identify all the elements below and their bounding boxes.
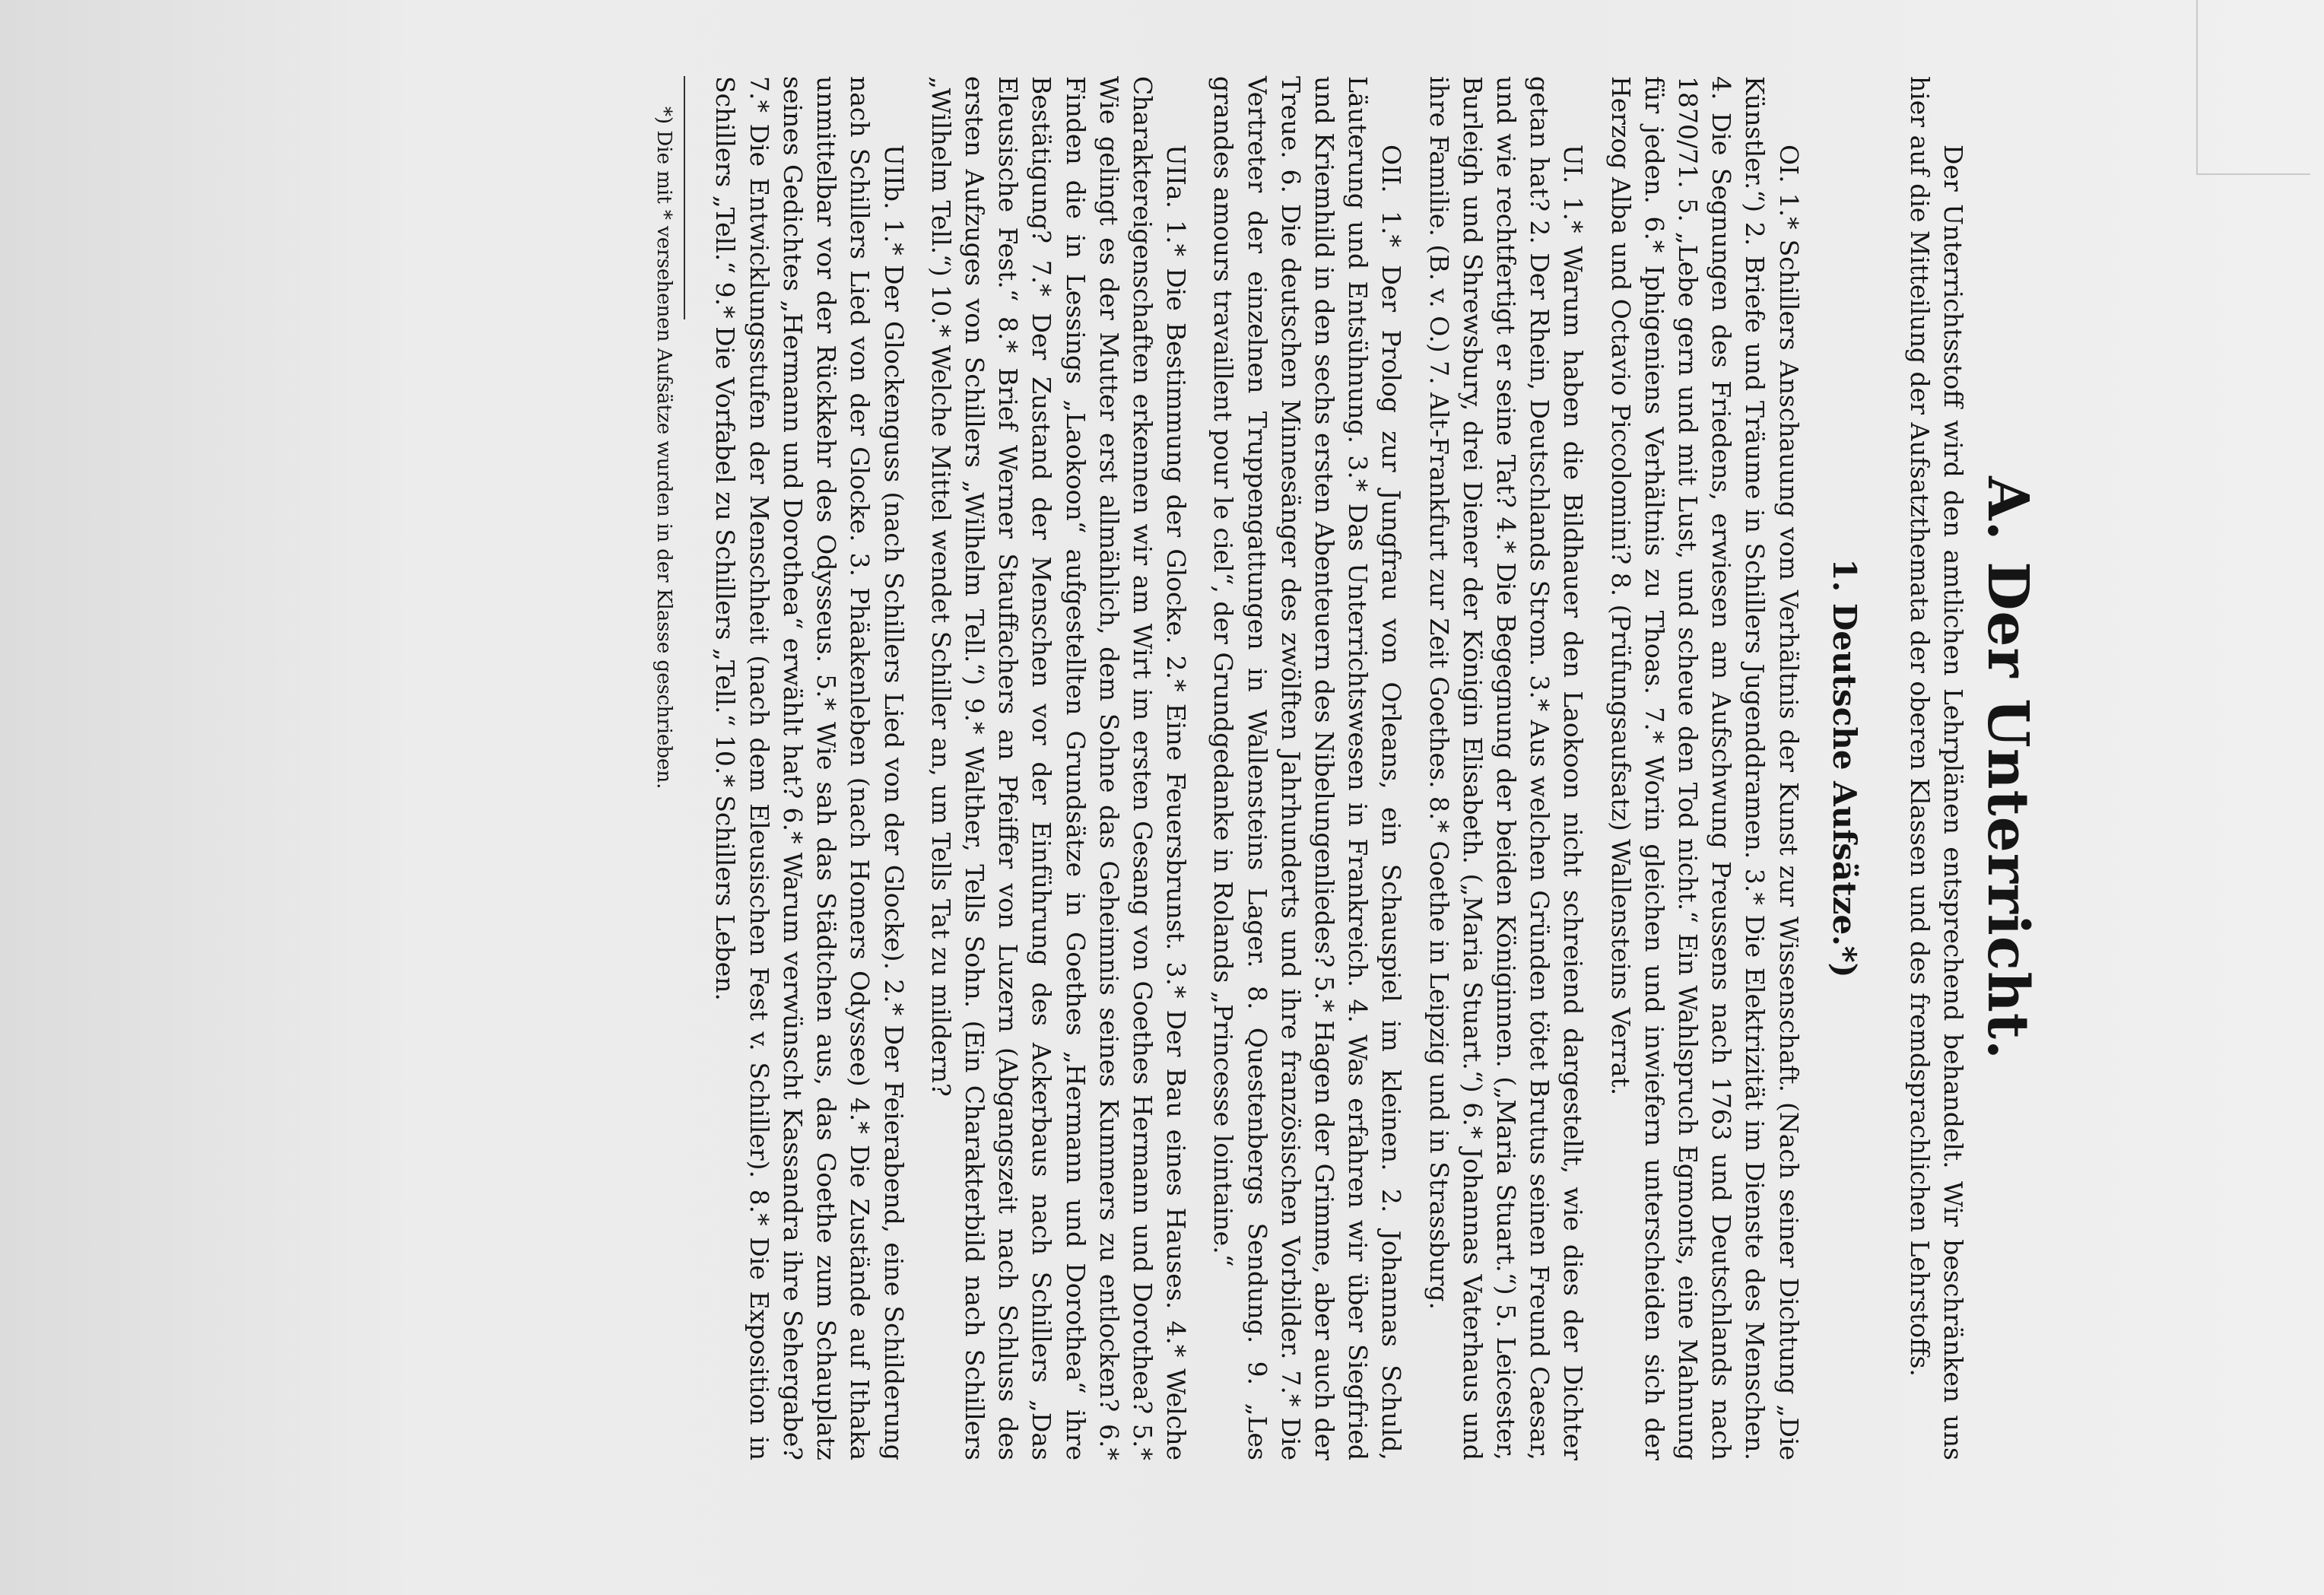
paragraph-ui: UI. 1.* Warum haben die Bildhauer den Laokoon nicht schreiend dargestellt, wie dies der Dichter getan hat? 2. Der Rhein, Deutschlands Strom. 3.* Aus welchen Gründen tötet Brutus seinen Freund Caesar, und wie rechtfertigt er seine Tat? 4.* Die Begegnung der beiden Königinnen. („Maria Stuart.“) 5. Leicester, Burleigh und Shrewsbury, drei Diener der Königin Elisabeth. („Maria Stuart.“) 6.* Johannas Vaterhaus und ihre Familie. (B. v. O.) 7. Alt-Frankfurt zur Zeit Goethes. 8.* Goethe in Leipzig und in Strassburg. [1424, 76, 1589, 1460]
paragraph-uiia: UIIa. 1.* Die Bestimmung der Glocke. 2.* Eine Feuersbrunst. 3.* Der Bau eines Hauses. 4.* Welche Charaktereigenschaften erkennen wir am Wirt im ersten Gesang von Goethes Hermann und Dorothea? 5.* Wie gelingt es der Mutter erst allmählich, dem Sohne das Geheimnis seines Kummers zu entlocken? 6.* Finden die in Lessings „Laokoon“ aufgestellten Grundsätze in Goethes „Hermann und Dorothea“ ihre Bestätigung? 7.* Der Zustand der Menschen vor der Einführung des Ackerbaus nach Schillers „Das Eleusische Fest.“ 8.* Brief Werner Stauffachers an Pfeiffer von Luzern (Abgangszeit nach Schluss des ersten Aufzuges von Schillers „Wilhelm Tell.“) 9.* Walther, Tells Sohn. (Ein Charakterbild nach Schillers „Wilhelm Tell.“) 10.* Welche Mittel wendet Schiller an, um Tells Tat zu mildern? [925, 76, 1192, 1460]
section-title: 1. Deutsche Aufsätze.*) [1825, 558, 1863, 978]
paragraph-oii: OII. 1.* Der Prolog zur Jungfrau von Orleans, ein Schauspiel im kleinen. 2. Johannas Schuld, Läuterung und Entsühnung. 3.* Das Unterrichtswesen in Frankreich. 4. Was erfahren wir über Siegfried und Kriemhild in den sechs ersten Abenteuern des Nibelungenliedes? 5.* Hagen der Grimme, aber auch der Treue. 6. Die deutschen Minnesänger des zwölften Jahrhunderts und ihre französischen Vorbilder. 7.* Die Vertreter der einzelnen Truppengattungen in Wallensteins Lager. 8. Questenbergs Sendung. 9. „Les grandes amours travaillent pour le ciel“, der Grundgedanke in Rolands „Princesse lointaine.“ [1208, 76, 1407, 1460]
footnote: *) Die mit * versehenen Aufsätze wurden in der Klasse geschrieben. [652, 106, 676, 790]
intro-paragraph: Der Unterrichtsstoff wird den amtlichen Lehrplänen entsprechend behandelt. Wir beschränken uns hier auf die Mitteilung der Aufsatzthemata der oberen Klassen und des fremdsprachlichen Lehrstoffs. [1904, 76, 1968, 1460]
rotated-document-page [152, 76, 2038, 1460]
footnote-divider [684, 76, 685, 319]
paragraph-uiib: UIIb. 1.* Der Glockenguss (nach Schillers Lied von der Glocke). 2.* Der Feierabend, eine Schilderung nach Schillers Lied von der Glocke. 3. Phäakenleben (nach Homers Odyssee) 4.* Die Zustände auf Ithaka unmittelbar vor der Rückkehr des Odysseus. 5.* Wie sah das Städtchen aus, das Goethe zum Schauplatz seines Gedichtes „Hermann und Dorothea“ erwählt hat? 6.* Warum verwünscht Kassandra ihre Sehergabe? 7.* Die Entwicklungsstufen der Menschheit (nach dem Eleusischen Fest v. Schiller). 8.* Die Exposition in Schillers „Tell.“ 9.* Die Vorfabel zu Schillers „Tell.“ 10.* Schillers Leben. [710, 76, 909, 1460]
paragraph-oi: OI. 1.* Schillers Anschauung vom Verhältnis der Kunst zur Wissenschaft. (Nach seiner Dichtung „Die Künstler.“) 2. Briefe und Träume in Schillers Jugenddramen. 3.* Die Elektrizität im Dienste des Menschen. 4. Die Segnungen des Friedens, erwiesen am Aufschwung Preussens nach 1763 und Deutschlands nach 1870/71. 5. „Lebe gern und mit Lust, und scheue den Tod nicht.“ Ein Wahlspruch Egmonts, eine Mahnung für jeden. 6.* Iphigeniens Verhältnis zu Thoas. 7.* Worin gleichen und inwiefern unterscheiden sich der Herzog Alba und Octavio Piccolomini? 8. (Prüfungsaufsatz) Wallensteins Verrat. [1605, 76, 1804, 1460]
page-title: A. Der Unterricht. [1975, 476, 2040, 1060]
library-stamp [2196, 0, 2310, 175]
